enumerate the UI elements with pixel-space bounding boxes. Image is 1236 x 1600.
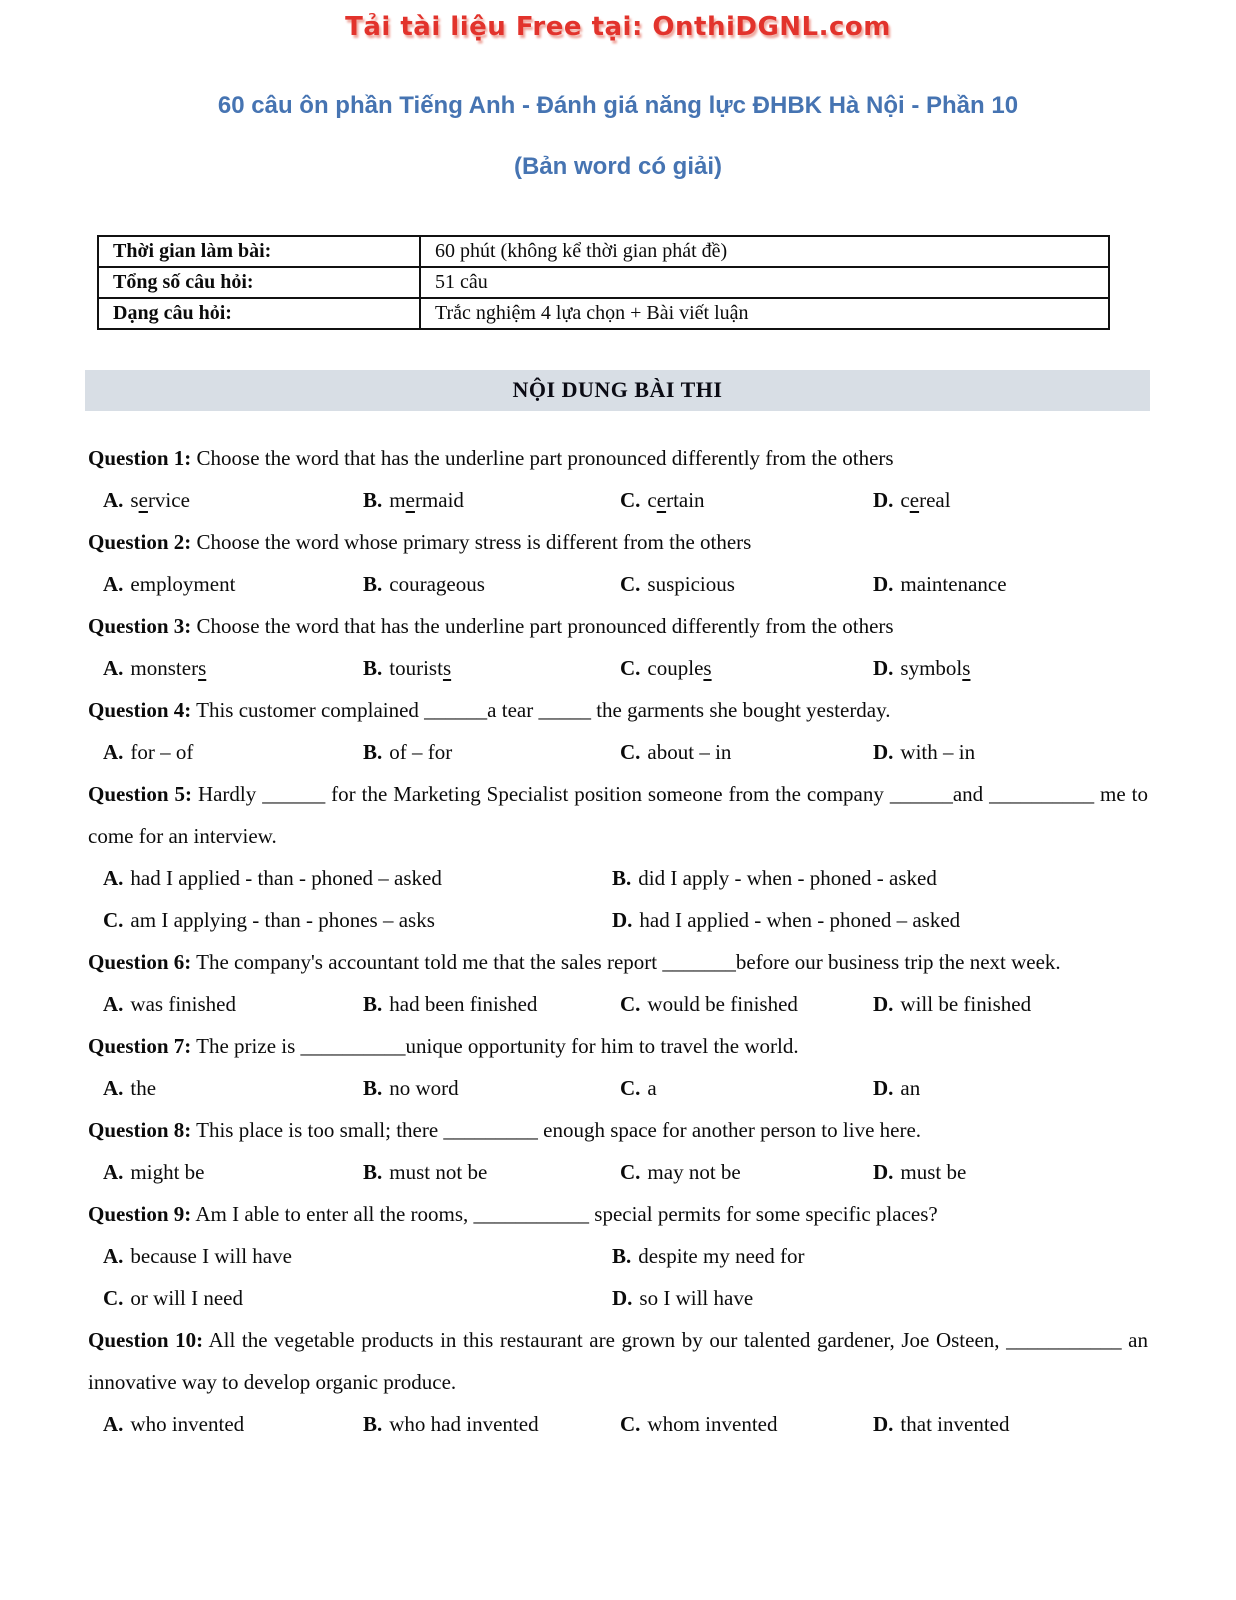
option-text-part: will be finished <box>900 992 1032 1016</box>
question-stem-text: Choose the word that has the underline part pronounced differently from the others <box>196 446 894 470</box>
option-text-part: rtain <box>666 488 705 512</box>
option-text <box>647 1076 656 1100</box>
option-text-part: might be <box>130 1160 205 1184</box>
options-row <box>88 983 1148 1025</box>
option-text <box>647 1160 740 1184</box>
option-a <box>103 563 363 605</box>
option-text-part: the <box>130 1076 157 1100</box>
option-a <box>103 647 363 689</box>
option-text-part: was finished <box>130 992 236 1016</box>
option-d <box>873 563 1148 605</box>
option-text-part: tourist <box>389 656 443 680</box>
option-text-part: who invented <box>130 1412 245 1436</box>
info-row <box>98 267 1109 298</box>
option-text <box>389 992 537 1016</box>
option-b <box>363 731 620 773</box>
option-b <box>363 479 620 521</box>
option-text-part: had I applied - than - phoned – asked <box>130 866 442 890</box>
exam-info-table <box>97 235 1110 330</box>
option-letter: B. <box>612 866 632 890</box>
option-text <box>639 908 960 932</box>
option-text <box>900 572 1006 596</box>
question-stem-text: The prize is __________unique opportunity for him to travel the world. <box>196 1034 799 1058</box>
info-label-question-type: Dạng câu hỏi: <box>98 298 420 329</box>
option-c <box>620 479 873 521</box>
question-number: Question 4: <box>88 698 192 722</box>
question-number: Question 7: <box>88 1034 192 1058</box>
option-letter: A. <box>103 488 124 512</box>
option-text-part: monster <box>130 656 199 680</box>
question-block <box>88 773 1148 941</box>
option-letter: D. <box>873 488 894 512</box>
option-text-part: m <box>389 488 406 512</box>
info-value-duration: 60 phút (không kể thời gian phát đề) <box>420 236 1109 267</box>
option-text <box>389 740 452 764</box>
option-letter: D. <box>873 992 894 1016</box>
info-label-total-questions: Tổng số câu hỏi: <box>98 267 420 298</box>
option-text <box>130 992 236 1016</box>
option-d <box>873 647 1148 689</box>
option-letter: C. <box>620 656 641 680</box>
option-text <box>647 1412 777 1436</box>
option-letter: C. <box>103 1286 124 1310</box>
option-text-underlined: s <box>962 656 971 680</box>
options-row <box>88 1151 1148 1193</box>
option-text-part: despite my need for <box>638 1244 805 1268</box>
option-text-part: must be <box>900 1160 967 1184</box>
option-b <box>363 1151 620 1193</box>
question-number: Question 1: <box>88 446 192 470</box>
option-letter: B. <box>612 1244 632 1268</box>
question-number: Question 10: <box>88 1328 204 1352</box>
option-text <box>130 1244 292 1268</box>
option-text-underlined: e <box>138 488 148 512</box>
option-text <box>638 1244 804 1268</box>
free-download-banner: Tải tài liệu Free tại: OnthiDGNL.com <box>345 12 891 42</box>
option-letter: B. <box>363 1076 383 1100</box>
question-number: Question 3: <box>88 614 192 638</box>
option-text <box>130 866 441 890</box>
option-d <box>873 479 1148 521</box>
question-number: Question 6: <box>88 950 192 974</box>
option-b <box>363 983 620 1025</box>
option-c <box>620 1067 873 1109</box>
question-stem <box>88 941 1148 983</box>
question-stem <box>88 605 1148 647</box>
option-text <box>130 908 434 932</box>
option-letter: C. <box>620 572 641 596</box>
question-stem <box>88 1193 1148 1235</box>
option-letter: B. <box>363 1160 383 1184</box>
question-block <box>88 1193 1148 1319</box>
option-text <box>389 656 451 680</box>
option-text-underlined: e <box>405 488 415 512</box>
info-row <box>98 298 1109 329</box>
options-row <box>88 857 1148 941</box>
question-block <box>88 1025 1148 1109</box>
option-d <box>612 1277 1148 1319</box>
option-c <box>620 1403 873 1445</box>
option-text-part: of – for <box>389 740 453 764</box>
option-text <box>647 572 735 596</box>
option-c <box>620 731 873 773</box>
option-text-part: couple <box>647 656 704 680</box>
option-letter: D. <box>873 1412 894 1436</box>
option-text <box>900 656 970 680</box>
option-a <box>103 731 363 773</box>
options-row <box>88 1403 1148 1445</box>
option-letter: A. <box>103 1076 124 1100</box>
option-letter: B. <box>363 656 383 680</box>
option-text <box>900 488 950 512</box>
option-a <box>103 983 363 1025</box>
option-a <box>103 857 612 899</box>
option-text-part: am I applying - than - phones – asks <box>130 908 435 932</box>
question-number: Question 9: <box>88 1202 192 1226</box>
options-row <box>88 731 1148 773</box>
option-text-part: would be finished <box>647 992 798 1016</box>
option-text-part: had I applied - when - phoned – asked <box>639 908 961 932</box>
section-header: NỘI DUNG BÀI THI <box>85 370 1150 411</box>
option-text-part: with – in <box>900 740 976 764</box>
options-row <box>88 647 1148 689</box>
option-b <box>363 563 620 605</box>
option-letter: D. <box>612 908 633 932</box>
option-d <box>873 983 1148 1025</box>
option-letter: D. <box>873 572 894 596</box>
option-letter: A. <box>103 572 124 596</box>
question-stem <box>88 1025 1148 1067</box>
option-letter: A. <box>103 1412 124 1436</box>
option-c <box>620 563 873 605</box>
question-block <box>88 941 1148 1025</box>
option-text <box>130 1412 244 1436</box>
option-text <box>130 1160 204 1184</box>
option-text <box>389 1076 458 1100</box>
option-text-part: for – of <box>130 740 194 764</box>
option-letter: C. <box>620 740 641 764</box>
question-stem <box>88 521 1148 563</box>
option-text-part: who had invented <box>389 1412 539 1436</box>
option-letter: C. <box>620 1412 641 1436</box>
option-text <box>130 1076 156 1100</box>
option-letter: A. <box>103 1244 124 1268</box>
option-d <box>612 899 1148 941</box>
option-text-part: must not be <box>389 1160 488 1184</box>
option-text-part: symbol <box>900 656 963 680</box>
option-a <box>103 479 363 521</box>
option-letter: C. <box>620 1160 641 1184</box>
option-text <box>647 992 797 1016</box>
option-letter: B. <box>363 1412 383 1436</box>
option-text-underlined: s <box>442 656 452 680</box>
option-d <box>873 1067 1148 1109</box>
option-c <box>103 1277 612 1319</box>
option-text-part: courageous <box>389 572 485 596</box>
option-b <box>612 1235 1148 1277</box>
option-text-underlined: s <box>198 656 207 680</box>
question-stem <box>88 1109 1148 1151</box>
option-b <box>363 1067 620 1109</box>
option-text-part: about – in <box>647 740 732 764</box>
option-a <box>103 1067 363 1109</box>
option-text <box>647 740 731 764</box>
option-letter: A. <box>103 866 124 890</box>
option-text-part: a <box>647 1076 657 1100</box>
option-text-underlined: e <box>656 488 667 512</box>
question-block <box>88 521 1148 605</box>
option-text-part: because I will have <box>130 1244 292 1268</box>
question-stem <box>88 1319 1148 1403</box>
option-text <box>389 488 464 512</box>
option-d <box>873 1151 1148 1193</box>
option-letter: A. <box>103 740 124 764</box>
option-text <box>130 1286 243 1310</box>
option-text <box>638 866 937 890</box>
option-text-underlined: e <box>909 488 920 512</box>
question-stem-text: Hardly ______ for the Marketing Specialist position someone from the company ______and __________ me to come for an interview. <box>88 782 1149 848</box>
question-stem-text: This place is too small; there _________ enough space for another person to live here. <box>196 1118 922 1142</box>
option-text-part: rmaid <box>414 488 464 512</box>
option-text <box>900 1160 966 1184</box>
option-text <box>130 572 235 596</box>
question-number: Question 5: <box>88 782 192 806</box>
question-stem-text: Choose the word whose primary stress is different from the others <box>196 530 752 554</box>
option-letter: A. <box>103 1160 124 1184</box>
option-letter: C. <box>620 992 641 1016</box>
option-letter: C. <box>620 1076 641 1100</box>
questions <box>88 437 1148 1445</box>
options-row <box>88 1235 1148 1319</box>
document-title: 60 câu ôn phần Tiếng Anh - Đánh giá năng lực ĐHBK Hà Nội - Phần 10 <box>217 92 1019 119</box>
option-text-part: rvice <box>147 488 190 512</box>
option-text-part: whom invented <box>647 1412 778 1436</box>
option-c <box>620 647 873 689</box>
question-block <box>88 689 1148 773</box>
option-text-part: employment <box>130 572 236 596</box>
option-b <box>363 647 620 689</box>
options-row <box>88 563 1148 605</box>
option-text-part: s <box>130 488 139 512</box>
question-stem-text: Choose the word that has the underline part pronounced differently from the others <box>196 614 894 638</box>
option-a <box>103 1235 612 1277</box>
option-c <box>103 899 612 941</box>
option-letter: C. <box>103 908 124 932</box>
option-text-part: may not be <box>647 1160 741 1184</box>
question-number: Question 2: <box>88 530 192 554</box>
question-stem <box>88 689 1148 731</box>
info-value-total-questions: 51 câu <box>420 267 1109 298</box>
option-b <box>612 857 1148 899</box>
question-stem-text: The company's accountant told me that the sales report _______before our business trip the next week. <box>196 950 1061 974</box>
option-text <box>389 1160 487 1184</box>
question-number: Question 8: <box>88 1118 192 1142</box>
option-d <box>873 1403 1148 1445</box>
option-text-part: suspicious <box>647 572 735 596</box>
options-row <box>88 1067 1148 1109</box>
option-text-part: had been finished <box>389 992 538 1016</box>
option-letter: B. <box>363 488 383 512</box>
option-text-part: c <box>900 488 910 512</box>
option-text-part: or will I need <box>130 1286 243 1310</box>
question-block <box>88 1109 1148 1193</box>
option-text <box>900 1412 1009 1436</box>
option-c <box>620 983 873 1025</box>
option-text-part: did I apply - when - phoned - asked <box>638 866 937 890</box>
option-letter: B. <box>363 992 383 1016</box>
option-text-underlined: s <box>703 656 712 680</box>
info-value-question-type: Trắc nghiệm 4 lựa chọn + Bài viết luận <box>420 298 1109 329</box>
question-block <box>88 1319 1148 1445</box>
option-text <box>647 656 711 680</box>
option-letter: B. <box>363 740 383 764</box>
question-stem <box>88 773 1148 857</box>
option-d <box>873 731 1148 773</box>
option-letter: C. <box>620 488 641 512</box>
question-block <box>88 437 1148 521</box>
option-letter: D. <box>873 656 894 680</box>
option-text-part: real <box>919 488 951 512</box>
option-text-part: c <box>647 488 657 512</box>
option-a <box>103 1151 363 1193</box>
option-letter: D. <box>873 1160 894 1184</box>
question-stem <box>88 437 1148 479</box>
option-text <box>130 488 190 512</box>
question-stem-text: Am I able to enter all the rooms, ___________ special permits for some specific places? <box>195 1202 938 1226</box>
options-row <box>88 479 1148 521</box>
option-c <box>620 1151 873 1193</box>
option-b <box>363 1403 620 1445</box>
question-block <box>88 605 1148 689</box>
option-text <box>900 1076 920 1100</box>
option-text-part: an <box>900 1076 921 1100</box>
option-text <box>900 740 975 764</box>
option-letter: D. <box>873 1076 894 1100</box>
document-subtitle: (Bản word có giải) <box>513 153 722 180</box>
question-stem-text: This customer complained ______a tear _____ the garments she bought yesterday. <box>196 698 891 722</box>
question-stem-text: All the vegetable products in this restaurant are grown by our talented gardener, Joe Osteen, ___________ an innovative way to develop organic produce. <box>88 1328 1148 1394</box>
option-letter: D. <box>612 1286 633 1310</box>
option-letter: A. <box>103 992 124 1016</box>
option-letter: A. <box>103 656 124 680</box>
option-a <box>103 1403 363 1445</box>
option-text <box>130 740 193 764</box>
option-text <box>647 488 704 512</box>
option-text <box>900 992 1031 1016</box>
info-row <box>98 236 1109 267</box>
info-label-duration: Thời gian làm bài: <box>98 236 420 267</box>
option-text-part: that invented <box>900 1412 1010 1436</box>
option-text-part: so I will have <box>639 1286 754 1310</box>
option-text-part: maintenance <box>900 572 1007 596</box>
option-letter: D. <box>873 740 894 764</box>
option-letter: B. <box>363 572 383 596</box>
option-text <box>639 1286 753 1310</box>
option-text-part: no word <box>389 1076 459 1100</box>
option-text <box>389 1412 538 1436</box>
option-text <box>389 572 485 596</box>
option-text <box>130 656 206 680</box>
